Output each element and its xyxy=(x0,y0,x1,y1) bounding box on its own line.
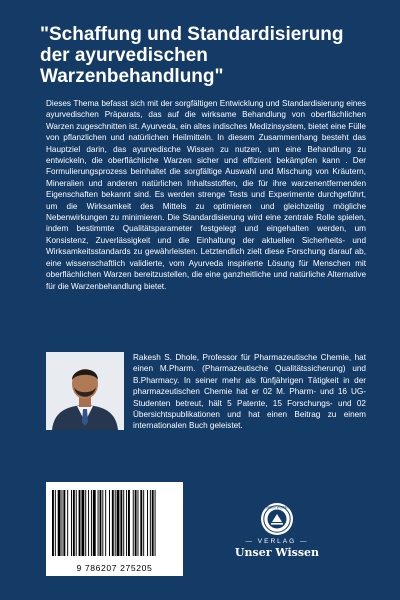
barcode-bar xyxy=(150,490,151,556)
barcode-bar xyxy=(67,490,68,556)
publisher-logo-icon xyxy=(260,502,294,536)
barcode-bar xyxy=(58,490,61,556)
barcode-bar xyxy=(120,490,122,556)
barcode xyxy=(46,482,183,576)
barcode-bar xyxy=(140,490,142,556)
author-bio: Rakesh S. Dhole, Professor für Pharmazeutische Chemie, hat einen M.Pharm. (Pharmazeutische Qualitätssicherung) und B.Pharmacy. In seiner mehr als fünfjährigen Tätigkeit in der pharmazeutischen Chemie hat er 02 M. Pharm- und 16 UG-Studenten betreut, hält 5 Patente, 15 Forschungs- und 02 Übersichtspublikationen und hat einen Beitrag zu einem internationalen Buch geleistet. xyxy=(133,353,366,431)
barcode-bar xyxy=(100,490,102,556)
publisher-logo-text: UNSER WISSEN xyxy=(264,505,290,510)
barcode-bars xyxy=(52,490,177,556)
barcode-bar xyxy=(147,490,148,556)
barcode-bar xyxy=(62,490,63,556)
barcode-bar xyxy=(117,490,120,556)
publisher-verlag-label: — VERLAG — xyxy=(245,538,309,545)
barcode-bar xyxy=(88,490,89,556)
barcode-bar xyxy=(109,490,110,556)
barcode-bar xyxy=(76,490,77,556)
author-portrait-icon xyxy=(46,352,124,430)
barcode-bar xyxy=(143,490,144,556)
barcode-bar xyxy=(128,490,130,556)
barcode-bar xyxy=(71,490,72,556)
barcode-bar xyxy=(91,490,92,556)
barcode-bar xyxy=(155,490,156,556)
publisher-name: Unser Wissen xyxy=(234,546,320,559)
barcode-bar xyxy=(79,490,81,556)
book-abstract: Dieses Thema befasst sich mit der sorgfältigen Entwicklung und Standardisierung eines ayurvedischen Präparats, das auf die wirksame Behandlung von oberflächlichen Warzen zugeschnitten ist. Ayurveda, ein altes indisches Medizinsystem, bietet eine Fülle von pflanzlichen und natürlichen Heilmitteln. In diesem Zusammenhang besteht das Hauptziel darin, das ayurvedische Wissen zu nutzen, um eine Behandlung zu entwickeln, die oberflächliche Warzen sicher und effizient bekämpfen kann . Der Formulierungsprozess beinhaltet die sorgfältige Auswahl und Mischung von Kräutern, Mineralien und anderen natürlichen Inhaltsstoffen, die für ihre warzenentfernenden Eigenschaften bekannt sind. Es werden strenge Tests und Experimente durchgeführt, um die Wirksamkeit des Mittels zu optimieren und gleichzeitig mögliche Nebenwirkungen zu minimieren. Die Standardisierung wird eine zentrale Rolle spielen, indem bestimmte Qualitätsparameter festgelegt und eingehalten werden, um Konsistenz, Zuverlässigkeit und die Einhaltung der aktuellen Sicherheits- und Wirksamkeitsstandards zu gewährleisten. Letztendlich zielt diese Forschung darauf ab, eine wissenschaftlich validierte, vom Ayurveda inspirierte Lösung für Menschen mit oberflächlichen Warzen bereitzustellen, die eine ganzheitliche und natürliche Alternative für die Warzenbehandlung bietet. xyxy=(46,99,366,291)
barcode-bar xyxy=(93,490,96,556)
publisher-block xyxy=(231,502,323,559)
barcode-bar xyxy=(133,490,134,556)
barcode-bar xyxy=(135,490,137,556)
barcode-bar xyxy=(73,490,75,556)
barcode-bar xyxy=(126,490,127,556)
author-photo xyxy=(46,352,124,430)
isbn-number: 9 786207 275205 xyxy=(76,563,153,573)
barcode-bar xyxy=(102,490,103,556)
barcode-bar xyxy=(152,490,154,556)
barcode-bar xyxy=(138,490,139,556)
barcode-bar xyxy=(85,490,86,556)
barcode-bar xyxy=(112,490,114,556)
barcode-bar xyxy=(115,490,116,556)
barcode-bar xyxy=(98,490,99,556)
book-title: "Schaffung und Standardisierung der ayurvedischen Warzenbehandlung" xyxy=(40,24,344,87)
barcode-bar xyxy=(55,490,56,556)
barcode-bar xyxy=(105,490,106,556)
barcode-bar xyxy=(52,490,54,556)
barcode-bar xyxy=(81,490,84,556)
barcode-bar xyxy=(63,490,65,556)
barcode-bar xyxy=(123,490,124,556)
